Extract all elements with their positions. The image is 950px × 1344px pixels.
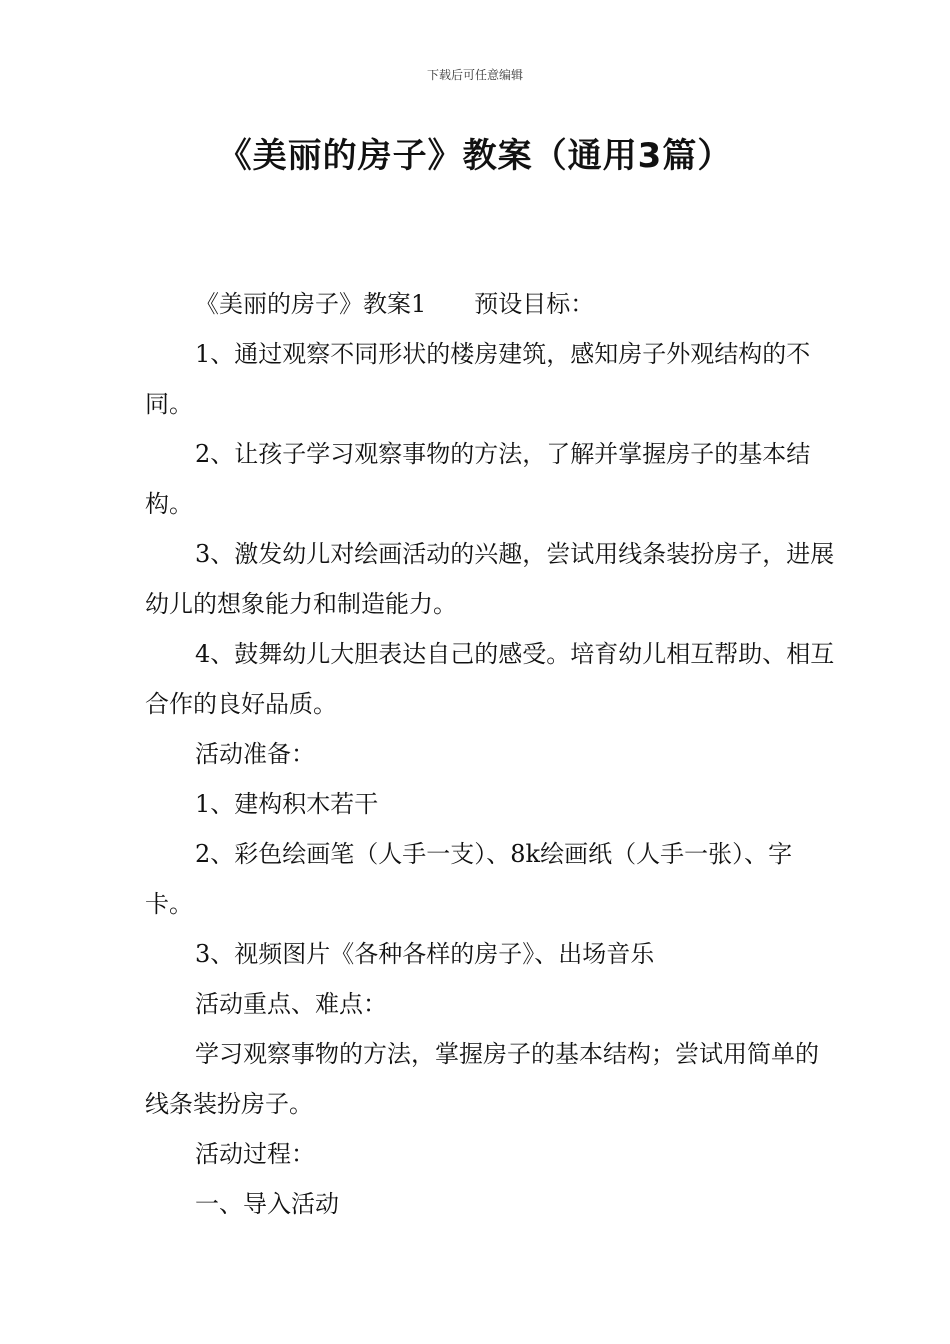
document-body <box>145 279 835 1229</box>
paragraph-goal-1: 1、通过观察不同形状的楼房建筑，感知房子外观结构的不同。 <box>145 340 811 418</box>
paragraph-goal-2: 2、让孩子学习观察事物的方法，了解并掌握房子的基本结构。 <box>145 440 811 518</box>
header-note: 下载后可任意编辑 <box>426 68 523 82</box>
paragraph-goal-3: 3、激发幼儿对绘画活动的兴趣，尝试用线条装扮房子，进展幼儿的想象能力和制造能力。 <box>145 540 835 618</box>
paragraph-preparation-2: 2、彩色绘画笔（人手一支）、8k绘画纸（人手一张）、字卡。 <box>145 840 793 918</box>
paragraph-preparation-3: 3、视频图片《各种各样的房子》、出场音乐 <box>195 940 655 968</box>
document-title: 《美丽的房子》教案（通用3篇） <box>217 136 733 176</box>
paragraph-preparation-1: 1、建构积木若干 <box>195 790 379 818</box>
intro-paragraph <box>145 279 835 329</box>
goals-heading: 预设目标： <box>474 290 595 318</box>
heading-key-points: 活动重点、难点： <box>195 990 387 1018</box>
paragraph-key-points: 学习观察事物的方法，掌握房子的基本结构；尝试用简单的线条装扮房子。 <box>145 1040 819 1118</box>
heading-process: 活动过程： <box>195 1140 315 1168</box>
paragraph-process-1: 一、导入活动 <box>195 1190 339 1218</box>
paragraph-goal-4: 4、鼓舞幼儿大胆表达自己的感受。培育幼儿相互帮助、相互合作的良好品质。 <box>145 640 835 718</box>
heading-preparation: 活动准备： <box>195 740 315 768</box>
lesson-title: 《美丽的房子》教案1 <box>195 290 427 318</box>
